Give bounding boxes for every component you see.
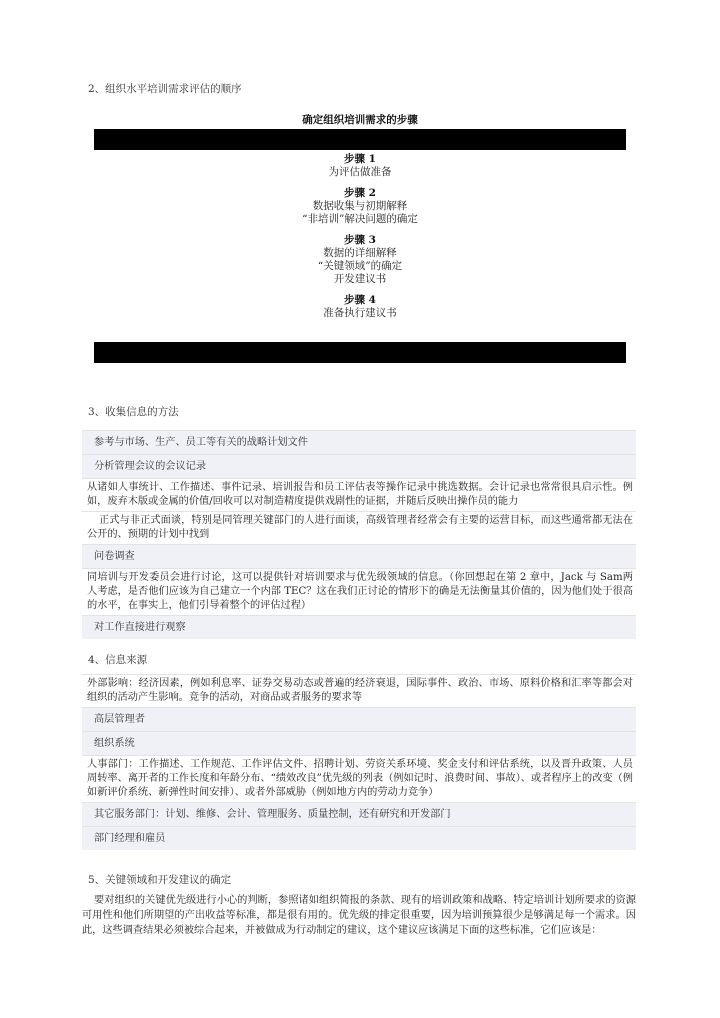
table-row-shaded: 组织系统 xyxy=(82,731,636,755)
table-row: 外部影响：经济因素，例如利息率、证券交易动态或普遍的经济衰退，国际事件、政治、市场、原料价格和汇率等都会对组织的活动产生影响。竞争的活动，对商品或者服务的要求等 xyxy=(82,674,636,707)
table-row: 人事部门：工作描述、工作规范、工作评估文件、招聘计划、劳资关系环境、奖金支付和评估系统，以及晋升政策、人员周转率、离开者的工作长度和年龄分布、“绩效改良”优先级的列表（例如记时、浪费时间、事故）、或者程序上的改变（例如新评价系统、新弹性时间安排）、或者外部威胁（例如地方内的劳动力竞争） xyxy=(82,755,636,802)
bottom-black-bar xyxy=(94,342,626,363)
table-row-shaded: 对工作直接进行观察 xyxy=(82,615,636,639)
sources-table xyxy=(82,674,636,850)
methods-table xyxy=(82,430,636,639)
top-black-bar xyxy=(94,129,626,150)
step-line: 为评估做准备 xyxy=(328,166,392,178)
section-2-heading: 2、组织水平培训需求评估的顺序 xyxy=(88,83,242,95)
step-line: 开发建议书 xyxy=(333,273,387,285)
step-block xyxy=(0,187,720,226)
table-row: 从诸如人事统计、工作描述、事件记录、培训报告和员工评估表等操作记录中挑选数据。会计记录也常常很具启示性。例如，废弃木版或金属的价值/回收可以对制造精度提供戏剧性的证据，并随后反映出操作员的能力 xyxy=(82,478,636,511)
step-line: “关键领域”的确定 xyxy=(317,260,403,272)
step-block xyxy=(0,234,720,286)
section-3-heading: 3、收集信息的方法 xyxy=(88,406,179,418)
table-row-shaded: 高层管理者 xyxy=(82,707,636,731)
step-line: “非培训”解决问题的确定 xyxy=(302,213,418,225)
table-row: 正式与非正式面谈，特别是同管理关键部门的人进行面谈，高级管理者经常会有主要的运营目标，而这些通常都无法在公开的、预期的计划中找到 xyxy=(82,511,636,544)
step-line: 数据收集与初期解释 xyxy=(312,200,408,212)
step-line: 数据的详细解释 xyxy=(323,247,397,259)
table-row: 同培训与开发委员会进行讨论，这可以提供针对培训要求与优先级领域的信息。（你回想起在第 2 章中，Jack 与 Sam两人考虑，是否他们应该为自己建立一个内部 TEC？这在我们正讨论的情形下的确是无法衡量其价值的，因为他们处于很高的水平，在事实上，他们引导着整个的评估过程） xyxy=(82,568,636,615)
steps-title: 确定组织培训需求的步骤 xyxy=(302,114,418,126)
steps-list xyxy=(0,153,720,328)
section-5-heading: 5、关键领域和开发建议的确定 xyxy=(88,874,232,886)
table-row-shaded: 分析管理会议的会议记录 xyxy=(82,454,636,478)
step-title: 步骤 4 xyxy=(344,294,376,306)
step-title: 步骤 3 xyxy=(344,234,376,246)
step-block xyxy=(0,294,720,320)
table-row-shaded: 部门经理和雇员 xyxy=(82,826,636,850)
section-4-heading: 4、信息来源 xyxy=(88,654,148,666)
step-block xyxy=(0,153,720,179)
table-row-shaded: 其它服务部门：计划、维修、会计、管理服务、质量控制，还有研究和开发部门 xyxy=(82,802,636,826)
step-line: 准备执行建议书 xyxy=(323,307,397,319)
section-5-paragraph: 要对组织的关键优先级进行小心的判断，参照诸如组织简报的条款、现有的培训政策和战略、特定培训计划所要求的资源可用性和他们所期望的产出收益等标准，都是很有用的。优先级的排定很重要，因为培训预算很少是够满足每一个需求。因此，这些调查结果必须被综合起来，并被做成为行动制定的建议，这个建议应该满足下面的这些标准，它们应该是： xyxy=(82,895,636,936)
step-title: 步骤 2 xyxy=(344,187,376,199)
table-row-shaded: 参考与市场、生产、员工等有关的战略计划文件 xyxy=(82,430,636,454)
table-row-shaded: 问卷调查 xyxy=(82,544,636,568)
step-title: 步骤 1 xyxy=(344,153,376,165)
